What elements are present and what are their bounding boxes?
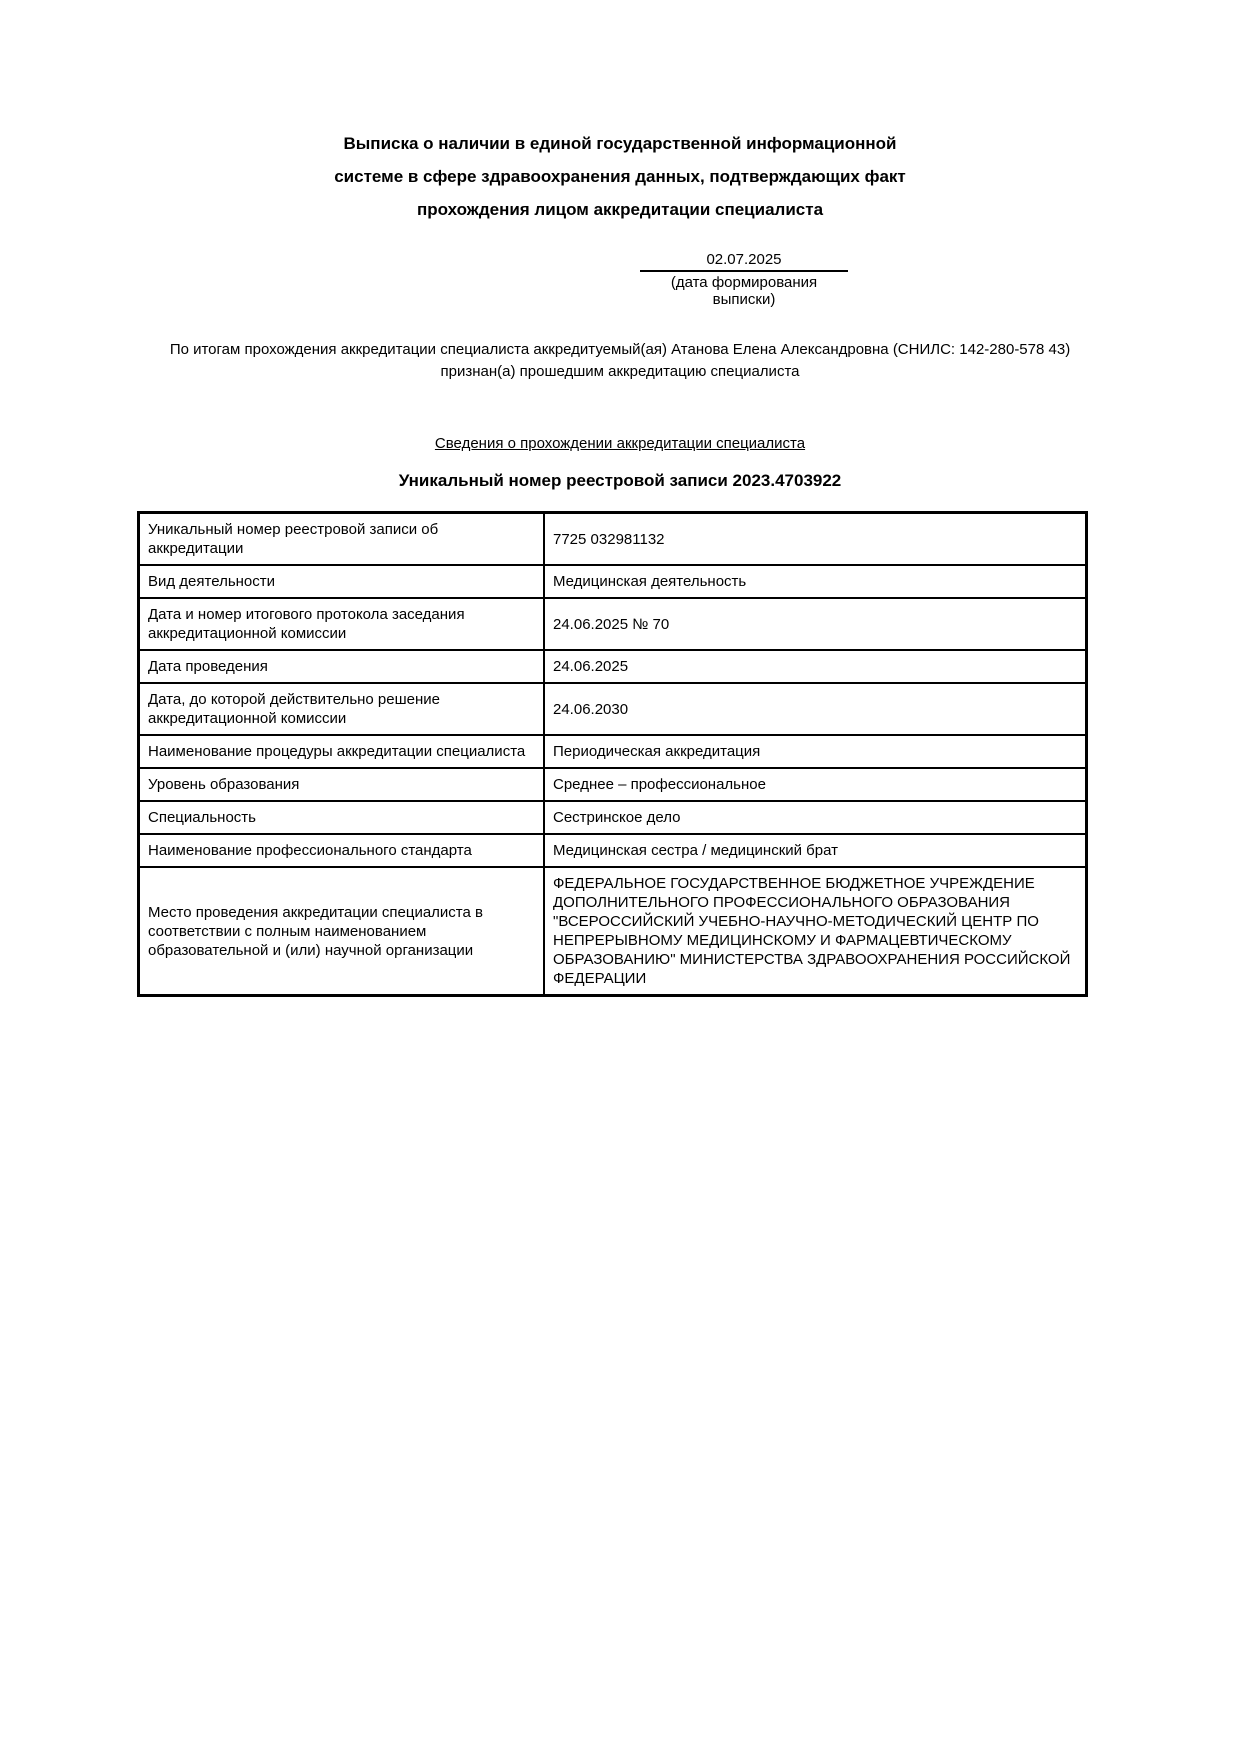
row-label-cell: Вид деятельности <box>139 565 545 598</box>
table-row <box>139 598 1087 650</box>
row-value-cell: ФЕДЕРАЛЬНОЕ ГОСУДАРСТВЕННОЕ БЮДЖЕТНОЕ УЧРЕЖДЕНИЕ ДОПОЛНИТЕЛЬНОГО ПРОФЕССИОНАЛЬНОГО ОБРАЗОВАНИЯ "ВСЕРОССИЙСКИЙ УЧЕБНО-НАУЧНО-МЕТОДИЧЕСКИЙ ЦЕНТР ПО НЕПРЕРЫВНОМУ МЕДИЦИНСКОМУ И ФАРМАЦЕВТИЧЕСКОМУ ОБРАЗОВАНИЮ" МИНИСТЕРСТВА ЗДРАВООХРАНЕНИЯ РОССИЙСКОЙ ФЕДЕРАЦИИ <box>544 867 1087 996</box>
row-value-cell: Сестринское дело <box>544 801 1087 834</box>
table-row <box>139 513 1087 566</box>
row-label-cell: Дата, до которой действительно решение аккредитационной комиссии <box>139 683 545 735</box>
row-label-cell: Наименование профессионального стандарта <box>139 834 545 867</box>
row-label-cell: Наименование процедуры аккредитации специалиста <box>139 735 545 768</box>
formation-date-caption: (дата формирования выписки) <box>670 274 818 308</box>
row-value-cell: Медицинская сестра / медицинский брат <box>544 834 1087 867</box>
document-title-line: прохождения лицом аккредитации специалиста <box>416 200 824 219</box>
formation-date-block <box>640 251 848 308</box>
document-title-line: системе в сфере здравоохранения данных, подтверждающих факт <box>334 167 906 186</box>
row-value-cell: 24.06.2025 <box>544 650 1087 683</box>
accreditation-table <box>137 511 1088 997</box>
row-label-cell: Уровень образования <box>139 768 545 801</box>
table-row <box>139 834 1087 867</box>
document-title-line: Выписка о наличии в единой государственной информационной <box>343 134 897 153</box>
table-row <box>139 735 1087 768</box>
row-label-cell: Уникальный номер реестровой записи об аккредитации <box>139 513 545 566</box>
row-label-cell: Место проведения аккредитации специалиста в соответствии с полным наименованием образовательной и (или) научной организации <box>139 867 545 996</box>
row-value-cell: Медицинская деятельность <box>544 565 1087 598</box>
document-title <box>0 0 1240 226</box>
formation-date-value: 02.07.2025 <box>640 251 848 272</box>
row-label-cell: Дата и номер итогового протокола заседания аккредитационной комиссии <box>139 598 545 650</box>
section-heading: Сведения о прохождении аккредитации специалиста <box>434 435 806 452</box>
row-value-cell: 24.06.2030 <box>544 683 1087 735</box>
table-row <box>139 867 1087 996</box>
row-value-cell: Среднее – профессиональное <box>544 768 1087 801</box>
table-row <box>139 768 1087 801</box>
table-row <box>139 801 1087 834</box>
row-value-cell: Периодическая аккредитация <box>544 735 1087 768</box>
table-row <box>139 565 1087 598</box>
intro-paragraph: По итогам прохождения аккредитации специалиста аккредитуемый(ая) Атанова Елена Александровна (СНИЛС: 142-280-578 43) признан(а) прошедшим аккредитацию специалиста <box>169 341 1071 380</box>
row-value-cell: 7725 032981132 <box>544 513 1087 566</box>
row-label-cell: Дата проведения <box>139 650 545 683</box>
table-row <box>139 683 1087 735</box>
row-value-cell: 24.06.2025 № 70 <box>544 598 1087 650</box>
registry-record-heading: Уникальный номер реестровой записи 2023.4703922 <box>398 471 842 490</box>
table-row <box>139 650 1087 683</box>
row-label-cell: Специальность <box>139 801 545 834</box>
